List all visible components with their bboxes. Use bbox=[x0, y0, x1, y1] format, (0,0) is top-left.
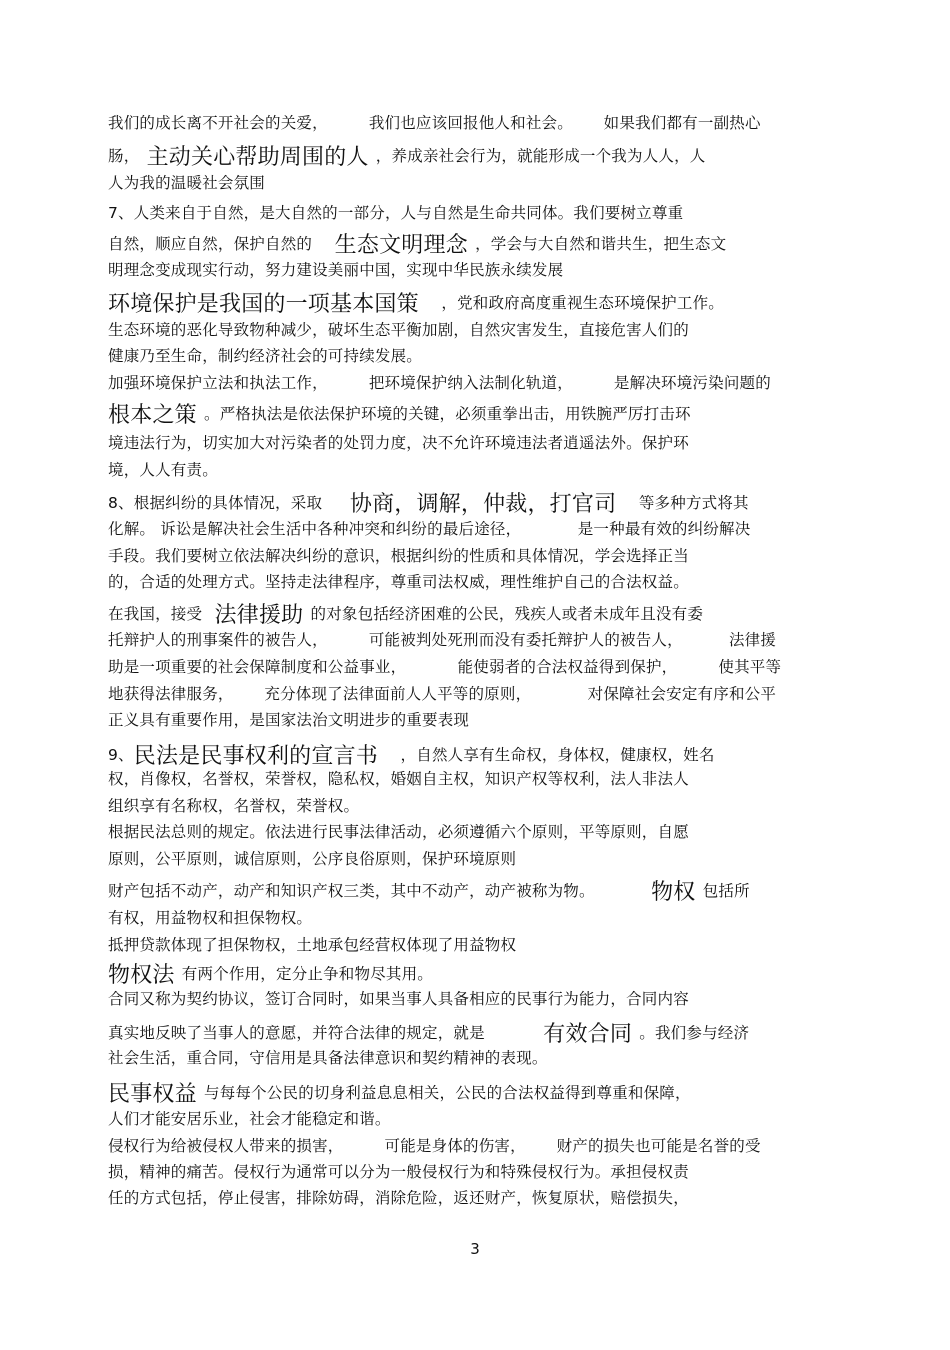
text-line: 在我国，接受 法律援助 的对象包括经济困难的公民，残疾人或者未成年且没有委 bbox=[108, 603, 704, 628]
key-term: 主动关心帮助周围的人 bbox=[139, 145, 376, 170]
key-term: 物权 bbox=[651, 880, 703, 905]
text-line: 根据民法总则的规定。依法进行民事法律活动，必须遵循六个原则，平等原则，自愿 bbox=[108, 823, 689, 841]
text-line: 生态环境的恶化导致物种减少，破坏生态平衡加剧，自然灾害发生，直接危害人们的 bbox=[108, 321, 689, 339]
text-line: 任的方式包括，停止侵害，排除妨碍，消除危险，返还财产，恢复原状，赔偿损失， bbox=[108, 1189, 689, 1207]
key-term: 物权法 bbox=[108, 963, 182, 988]
text-line: 真实地反映了当事人的意愿，并符合法律的规定，就是 有效合同 。我们参与经济 bbox=[108, 1022, 750, 1047]
text-line: 原则，公平原则，诚信原则，公序良俗原则，保护环境原则 bbox=[108, 850, 517, 868]
text-line: 物权法 有两个作用，定分止争和物尽其用。 bbox=[108, 963, 433, 988]
text-line: 损，精神的痛苦。侵权行为通常可以分为一般侵权行为和特殊侵权行为。承担侵权责 bbox=[108, 1163, 689, 1181]
text-line: 侵权行为给被侵权人带来的损害， 可能是身体的伤害， 财产的损失也可能是名誉的受 bbox=[108, 1137, 761, 1155]
text-line: 9、民法是民事权利的宣言书 ，自然人享有生命权，身体权，健康权，姓名 bbox=[108, 744, 715, 769]
text-line: 地获得法律服务， 充分体现了法律面前人人平等的原则， 对保障社会安定有序和公平 bbox=[108, 685, 777, 703]
text-line: 权，肖像权，名誉权，荣誉权，隐私权，婚姻自主权，知识产权等权利，法人非法人 bbox=[108, 770, 689, 788]
text-line: 明理念变成现实行动，努力建设美丽中国，实现中华民族永续发展 bbox=[108, 261, 564, 279]
text-line: 有权，用益物权和担保物权。 bbox=[108, 909, 313, 927]
text-line: 组织享有名称权，名誉权，荣誉权。 bbox=[108, 797, 360, 815]
text-line: 根本之策 。严格执法是依法保护环境的关键，必须重拳出击，用铁腕严厉打击环 bbox=[108, 403, 691, 428]
key-term: 生态文明理念 bbox=[327, 233, 476, 258]
text-line: 自然，顺应自然，保护自然的 生态文明理念 ，学会与大自然和谐共生，把生态文 bbox=[108, 233, 727, 258]
key-term: 法律援助 bbox=[207, 603, 311, 628]
text-line: 7、人类来自于自然，是大自然的一部分，人与自然是生命共同体。我们要树立尊重 bbox=[108, 204, 684, 222]
text-line: 助是一项重要的社会保障制度和公益事业， 能使弱者的合法权益得到保护， 使其平等 bbox=[108, 658, 782, 676]
key-term: 民事权益 bbox=[108, 1082, 204, 1107]
text-line: 化解。 诉讼是解决社会生活中各种冲突和纠纷的最后途径， 是一种最有效的纠纷解决 bbox=[108, 520, 751, 538]
text-line: 社会生活，重合同，守信用是具备法律意识和契约精神的表现。 bbox=[108, 1049, 548, 1067]
text-line: 环境保护是我国的一项基本国策 ，党和政府高度重视生态环境保护工作。 bbox=[108, 292, 724, 317]
text-line: 财产包括不动产，动产和知识产权三类，其中不动产，动产被称为物。 物权 包括所 bbox=[108, 880, 750, 905]
key-term: 民法是民事权利的宣言书 bbox=[133, 744, 386, 769]
key-term: 协商，调解，仲裁，打官司 bbox=[342, 492, 624, 517]
text-line: 境，人人有责。 bbox=[108, 461, 218, 479]
text-line: 加强环境保护立法和执法工作， 把环境保护纳入法制化轨道， 是解决环境污染问题的 bbox=[108, 374, 771, 392]
text-line: 我们的成长离不开社会的关爱， 我们也应该回报他人和社会。 如果我们都有一副热心 bbox=[108, 114, 761, 132]
text-line: 8、根据纠纷的具体情况，采取 协商，调解，仲裁，打官司 等多种方式将其 bbox=[108, 492, 749, 517]
text-line: 合同又称为契约协议，签订合同时，如果当事人具备相应的民事行为能力，合同内容 bbox=[108, 990, 689, 1008]
text-line: 手段。我们要树立依法解决纠纷的意识，根据纠纷的性质和具体情况，学会选择正当 bbox=[108, 547, 689, 565]
key-term: 根本之策 bbox=[108, 403, 204, 428]
key-term: 环境保护是我国的一项基本国策 bbox=[108, 292, 426, 317]
text-line: 人们才能安居乐业，社会才能稳定和谐。 bbox=[108, 1110, 391, 1128]
text-line: 托辩护人的刑事案件的被告人， 可能被判处死刑而没有委托辩护人的被告人， 法律援 bbox=[108, 631, 777, 649]
text-line: 抵押贷款体现了担保物权，土地承包经营权体现了用益物权 bbox=[108, 936, 517, 954]
text-line: 境违法行为，切实加大对污染者的处罚力度，决不允许环境违法者逍遥法外。保护环 bbox=[108, 434, 689, 452]
text-line: 的，合适的处理方式。坚持走法律程序，尊重司法权威，理性维护自己的合法权益。 bbox=[108, 573, 689, 591]
page-number: 3 bbox=[470, 1240, 480, 1258]
text-line: 人为我的温暖社会氛围 bbox=[108, 174, 266, 192]
text-line: 健康乃至生命，制约经济社会的可持续发展。 bbox=[108, 347, 423, 365]
text-line: 正义具有重要作用，是国家法治文明进步的重要表现 bbox=[108, 711, 470, 729]
text-line: 肠， 主动关心帮助周围的人 ，养成亲社会行为，就能形成一个我为人人，人 bbox=[108, 145, 706, 170]
text-line: 民事权益 与每每个公民的切身利益息息相关，公民的合法权益得到尊重和保障， bbox=[108, 1082, 691, 1107]
key-term: 有效合同 bbox=[536, 1022, 640, 1047]
